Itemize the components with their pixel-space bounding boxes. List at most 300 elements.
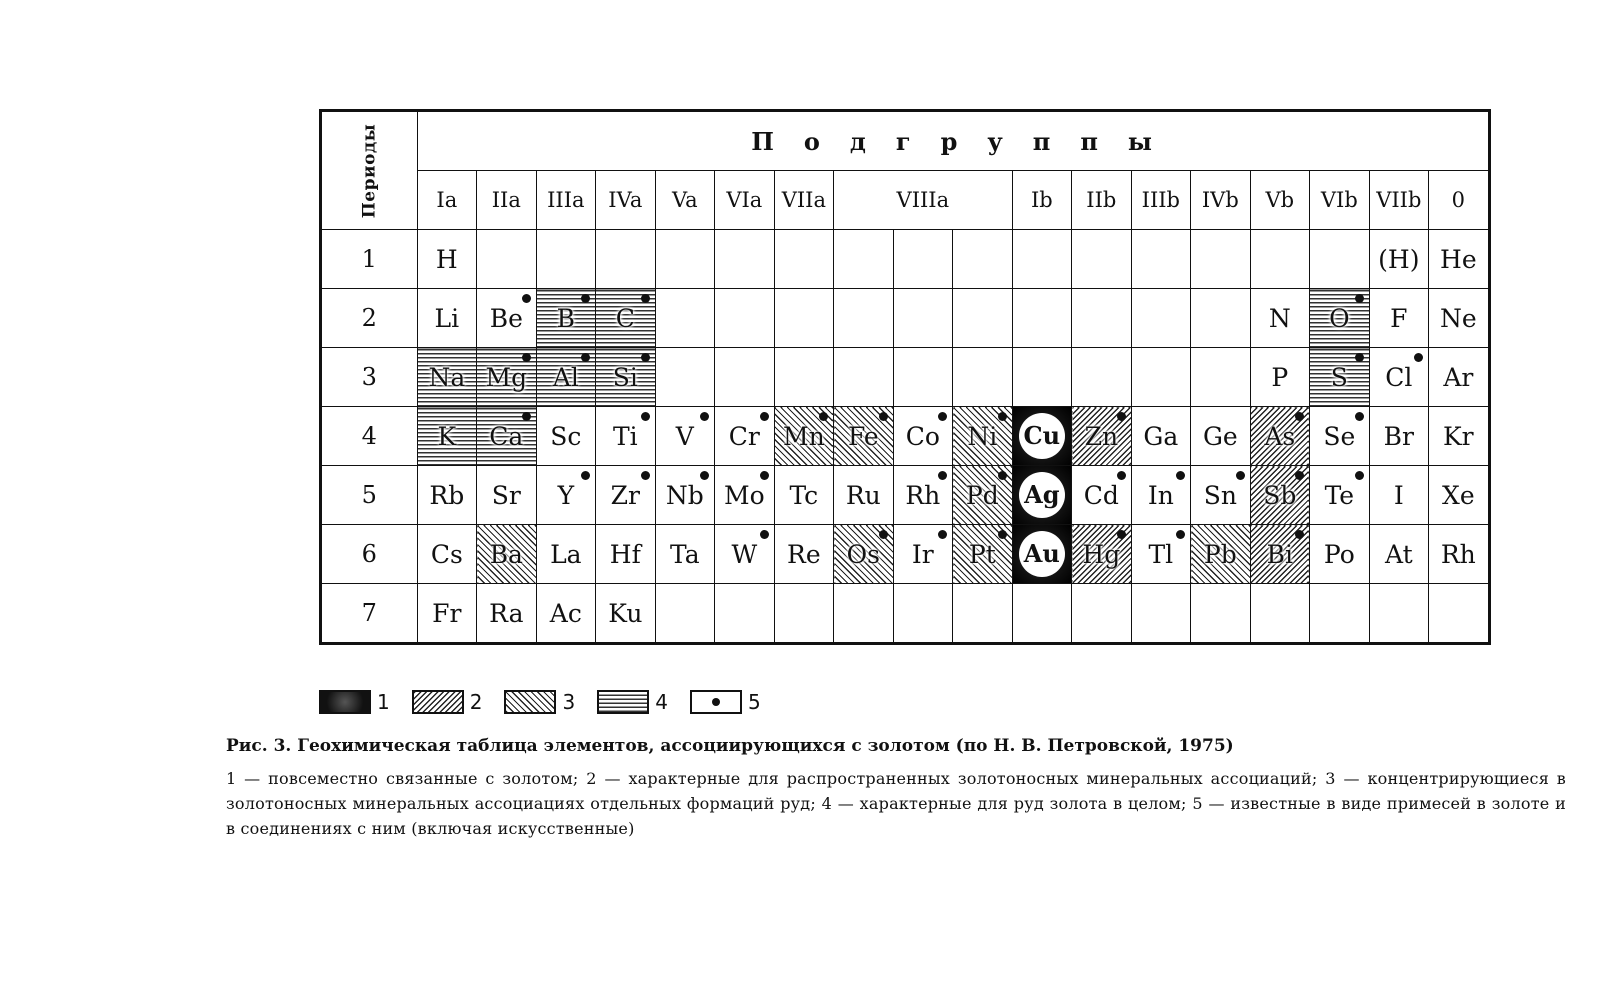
empty-cell [477,230,537,289]
subgroups-title-letter: ы [1127,126,1154,156]
element-symbol: Pt [968,539,996,569]
subgroups-title-letter: П [751,126,776,156]
impurity-dot-marker [1117,412,1126,421]
element-cell [1429,525,1490,584]
element-symbol: Cr [728,421,760,451]
element-cell [1429,289,1490,348]
impurity-dot-marker [819,412,828,421]
element-symbol: Ra [489,598,524,628]
period-row [321,407,1490,466]
element-symbol: Mo [724,480,765,510]
empty-cell [1191,289,1251,348]
empty-cell [715,289,775,348]
empty-cell [715,230,775,289]
empty-cell [1012,289,1072,348]
subgroups-title [417,111,1489,171]
period-row [321,348,1490,407]
element-cell [596,407,656,466]
legend-item [412,690,483,714]
element-cell [1191,407,1251,466]
element-symbol: Pd [965,480,999,510]
period-row [321,289,1490,348]
element-symbol: Ag [1019,472,1065,518]
empty-cell [1429,584,1490,644]
subgroup-header: VIIa [774,171,834,230]
element-cell [536,407,596,466]
element-cell [477,466,537,525]
element-symbol: La [550,539,582,569]
element-symbol: Kr [1443,421,1474,451]
impurity-dot-marker [522,353,531,362]
element-symbol: Ni [967,421,998,451]
element-symbol: Co [905,421,940,451]
impurity-dot-marker [522,294,531,303]
element-cell [1131,407,1191,466]
subgroups-title-letter: д [849,126,868,156]
element-symbol: He [1440,244,1477,274]
element-cell [1250,466,1310,525]
legend-number: 1 [377,690,390,714]
empty-cell [655,289,715,348]
element-cell [1310,348,1370,407]
period-row [321,466,1490,525]
subgroup-header: IVb [1191,171,1251,230]
element-cell [1310,407,1370,466]
element-cell [1191,466,1251,525]
element-symbol: Cd [1083,480,1119,510]
element-cell [477,289,537,348]
impurity-dot-marker [700,471,709,480]
element-symbol: Re [787,539,821,569]
element-cell [1369,466,1429,525]
period-number: 6 [321,525,418,584]
caption-title: Рис. 3. Геохимическая таблица элементов, ассоциирующихся с золотом (по Н. В. Петровской, 1975) [226,736,1234,756]
element-cell [536,525,596,584]
element-symbol: S [1330,362,1348,392]
element-symbol: Se [1323,421,1356,451]
impurity-dot-marker [1176,530,1185,539]
legend-swatch [504,690,556,714]
element-symbol: Te [1324,480,1355,510]
impurity-dot-marker [760,471,769,480]
impurity-dot-marker [1117,530,1126,539]
subgroup-header: IIIb [1131,171,1191,230]
element-cell [893,525,953,584]
impurity-dot-marker [522,412,531,421]
impurity-dot-marker [1236,471,1245,480]
legend-swatch [690,690,742,714]
impurity-dot-marker [700,412,709,421]
element-symbol: Zr [610,480,640,510]
element-cell [1131,466,1191,525]
empty-cell [953,289,1013,348]
element-symbol: Os [846,539,880,569]
element-cell [1429,230,1490,289]
element-cell [596,584,656,644]
impurity-dot-marker [1176,471,1185,480]
element-symbol: Ge [1202,421,1238,451]
impurity-dot-marker [1117,471,1126,480]
empty-cell [655,584,715,644]
element-symbol: Ga [1143,421,1179,451]
empty-cell [834,348,894,407]
empty-cell [1012,584,1072,644]
empty-cell [536,230,596,289]
subgroup-header: Ia [417,171,477,230]
element-symbol: Cl [1385,362,1413,392]
element-symbol: At [1384,539,1413,569]
element-cell [834,466,894,525]
legend-number: 4 [655,690,668,714]
element-cell [715,525,775,584]
figure-caption [226,736,1566,841]
element-cell [1369,230,1429,289]
element-symbol: Ta [670,539,700,569]
element-cell [477,584,537,644]
element-cell [1131,525,1191,584]
legend-item [319,690,390,714]
element-cell [477,525,537,584]
element-symbol: Si [612,362,638,392]
legend-swatch [412,690,464,714]
subgroups-title-letter: г [895,126,913,156]
period-number: 1 [321,230,418,289]
element-symbol: Fr [432,598,462,628]
empty-cell [834,584,894,644]
element-symbol: Br [1383,421,1414,451]
element-cell [1369,407,1429,466]
element-symbol: Mn [782,421,825,451]
impurity-dot-marker [1295,471,1304,480]
element-cell [536,466,596,525]
empty-cell [715,348,775,407]
element-cell [1012,466,1072,525]
element-symbol: (H) [1378,244,1420,274]
element-symbol: Ac [549,598,582,628]
element-cell [1429,466,1490,525]
subgroup-header: Ib [1012,171,1072,230]
empty-cell [1012,230,1072,289]
element-symbol: Sr [491,480,521,510]
empty-cell [1310,230,1370,289]
element-symbol: Hg [1082,539,1121,569]
legend [319,690,783,714]
subgroups-title-letter: п [1032,126,1053,156]
element-cell [953,407,1013,466]
empty-cell [1191,230,1251,289]
period-number: 3 [321,348,418,407]
element-cell [774,466,834,525]
element-symbol: Rb [429,480,465,510]
empty-cell [774,348,834,407]
element-cell [536,289,596,348]
impurity-dot-marker [641,412,650,421]
empty-cell [1369,584,1429,644]
element-symbol: P [1271,362,1289,392]
element-symbol: Tc [789,480,819,510]
empty-cell [1191,584,1251,644]
empty-cell [1250,584,1310,644]
element-cell [1250,407,1310,466]
dot-marker-icon [712,698,720,706]
element-symbol: Be [489,303,523,333]
empty-cell [893,584,953,644]
impurity-dot-marker [1355,294,1364,303]
element-symbol: N [1268,303,1291,333]
element-symbol: F [1390,303,1408,333]
element-symbol: As [1264,421,1296,451]
empty-cell [893,289,953,348]
element-symbol: O [1329,303,1350,333]
element-cell [1012,525,1072,584]
element-cell [417,584,477,644]
period-number: 2 [321,289,418,348]
element-cell [1072,525,1132,584]
element-symbol: Bi [1266,539,1294,569]
periods-label: Периоды [359,123,380,218]
element-cell [1369,348,1429,407]
element-cell [774,525,834,584]
element-cell [655,466,715,525]
element-cell [536,584,596,644]
element-symbol: Na [428,362,466,392]
element-cell [596,525,656,584]
element-cell [893,407,953,466]
empty-cell [1131,289,1191,348]
element-cell [417,289,477,348]
empty-cell [1250,230,1310,289]
element-symbol: Sc [550,421,582,451]
element-symbol: V [675,421,694,451]
subgroup-header: VIIb [1369,171,1429,230]
empty-cell [834,289,894,348]
legend-item [597,690,668,714]
subgroup-header: IIa [477,171,537,230]
element-cell [417,230,477,289]
empty-cell [1310,584,1370,644]
impurity-dot-marker [641,471,650,480]
element-cell [715,466,775,525]
subgroup-header: IIb [1072,171,1132,230]
empty-cell [1191,348,1251,407]
period-number: 7 [321,584,418,644]
impurity-dot-marker [879,530,888,539]
element-symbol: Al [552,362,579,392]
element-cell [477,407,537,466]
element-symbol: Xe [1442,480,1475,510]
period-row [321,525,1490,584]
subgroups-title-letter: у [987,126,1005,156]
legend-number: 3 [562,690,576,714]
impurity-dot-marker [998,471,1007,480]
impurity-dot-marker [1295,530,1304,539]
empty-cell [953,584,1013,644]
period-number: 4 [321,407,418,466]
impurity-dot-marker [938,471,947,480]
element-cell [536,348,596,407]
element-symbol: Cs [430,539,463,569]
empty-cell [655,348,715,407]
impurity-dot-marker [938,530,947,539]
element-cell [1429,407,1490,466]
empty-cell [1072,348,1132,407]
subgroups-title-letter: п [1080,126,1100,156]
empty-cell [953,348,1013,407]
period-row [321,584,1490,644]
impurity-dot-marker [760,530,769,539]
element-symbol: Ba [489,539,523,569]
element-symbol: Sn [1203,480,1237,510]
element-cell [1369,525,1429,584]
legend-number: 5 [747,690,761,714]
element-cell [1072,466,1132,525]
impurity-dot-marker [1295,412,1304,421]
element-symbol: Fe [847,421,879,451]
element-cell [1369,289,1429,348]
element-cell [477,348,537,407]
element-cell [1250,525,1310,584]
impurity-dot-marker [1355,353,1364,362]
element-symbol: I [1393,480,1404,510]
subgroups-title-letter: о [803,126,822,156]
periods-header [321,111,418,230]
empty-cell [1072,289,1132,348]
empty-cell [1131,230,1191,289]
empty-cell [1012,348,1072,407]
empty-cell [655,230,715,289]
element-symbol: Mg [485,362,528,392]
legend-swatch [319,690,371,714]
impurity-dot-marker [581,353,590,362]
subgroup-header: VIIIa [834,171,1013,230]
geochemical-periodic-table [319,109,1491,645]
impurity-dot-marker [938,412,947,421]
impurity-dot-marker [641,294,650,303]
element-symbol: H [435,244,458,274]
empty-cell [953,230,1013,289]
subgroup-header: 0 [1429,171,1490,230]
period-row [321,230,1490,289]
element-symbol: Tl [1148,539,1174,569]
element-cell [1072,407,1132,466]
element-cell [417,525,477,584]
impurity-dot-marker [1355,471,1364,480]
element-cell [655,525,715,584]
element-cell [1191,525,1251,584]
empty-cell [1072,584,1132,644]
element-cell [596,466,656,525]
element-cell [1310,289,1370,348]
empty-cell [893,230,953,289]
element-symbol: Rh [1440,539,1476,569]
empty-cell [596,230,656,289]
empty-cell [715,584,775,644]
impurity-dot-marker [760,412,769,421]
element-cell [596,289,656,348]
empty-cell [1131,584,1191,644]
element-symbol: W [731,539,758,569]
element-cell [1310,525,1370,584]
element-cell [834,525,894,584]
element-cell [417,466,477,525]
legend-item [504,690,575,714]
element-symbol: K [437,421,457,451]
empty-cell [774,230,834,289]
element-cell [596,348,656,407]
impurity-dot-marker [879,412,888,421]
empty-cell [1072,230,1132,289]
subgroup-header: VIa [715,171,775,230]
element-cell [774,407,834,466]
element-cell [1250,289,1310,348]
empty-cell [893,348,953,407]
empty-cell [834,230,894,289]
element-symbol: Au [1019,531,1065,577]
subgroup-header: Va [655,171,715,230]
element-symbol: Nb [665,480,704,510]
element-cell [834,407,894,466]
legend-swatch [597,690,649,714]
element-cell [1429,348,1490,407]
element-symbol: Ne [1439,303,1477,333]
element-cell [1250,348,1310,407]
element-cell [417,348,477,407]
subgroup-header: IVa [596,171,656,230]
element-cell [715,407,775,466]
legend-item [690,690,761,714]
element-cell [1310,466,1370,525]
element-symbol: Pb [1203,539,1237,569]
element-symbol: Hf [609,539,641,569]
impurity-dot-marker [998,530,1007,539]
impurity-dot-marker [998,412,1007,421]
legend-number: 2 [469,690,483,714]
element-cell [953,466,1013,525]
caption-body: 1 — повсеместно связанные с золотом; 2 — характерные для распространенных золотоносных минеральных ассоциаций; 3 — концентрирующиеся в золотоносных минеральных ассоциациях отдельных формаций руд; 4 — характерные для руд золота в целом; 5 — известные в виде примесей в золоте и в соединениях с ним (включая искусственные) [226,769,1566,838]
element-symbol: Cu [1019,413,1065,459]
impurity-dot-marker [581,471,590,480]
element-symbol: Po [1323,539,1355,569]
element-symbol: Ar [1443,362,1474,392]
element-cell [953,525,1013,584]
element-symbol: Zn [1084,421,1119,451]
subgroups-title-letter: р [940,126,960,156]
element-symbol: B [556,303,576,333]
empty-cell [774,584,834,644]
subgroup-header: IIIa [536,171,596,230]
element-symbol: Ti [612,421,638,451]
empty-cell [1131,348,1191,407]
element-symbol: Ca [489,421,524,451]
period-number: 5 [321,466,418,525]
impurity-dot-marker [1414,353,1423,362]
element-symbol: C [615,303,635,333]
element-cell [417,407,477,466]
element-cell [1012,407,1072,466]
element-symbol: Ir [911,539,934,569]
element-symbol: Ku [608,598,643,628]
element-symbol: Rh [905,480,941,510]
empty-cell [774,289,834,348]
impurity-dot-marker [1355,412,1364,421]
element-cell [893,466,953,525]
element-symbol: Y [557,480,575,510]
impurity-dot-marker [641,353,650,362]
element-symbol: Li [434,303,460,333]
element-symbol: In [1147,480,1174,510]
element-symbol: Sb [1263,480,1297,510]
subgroup-header: Vb [1250,171,1310,230]
